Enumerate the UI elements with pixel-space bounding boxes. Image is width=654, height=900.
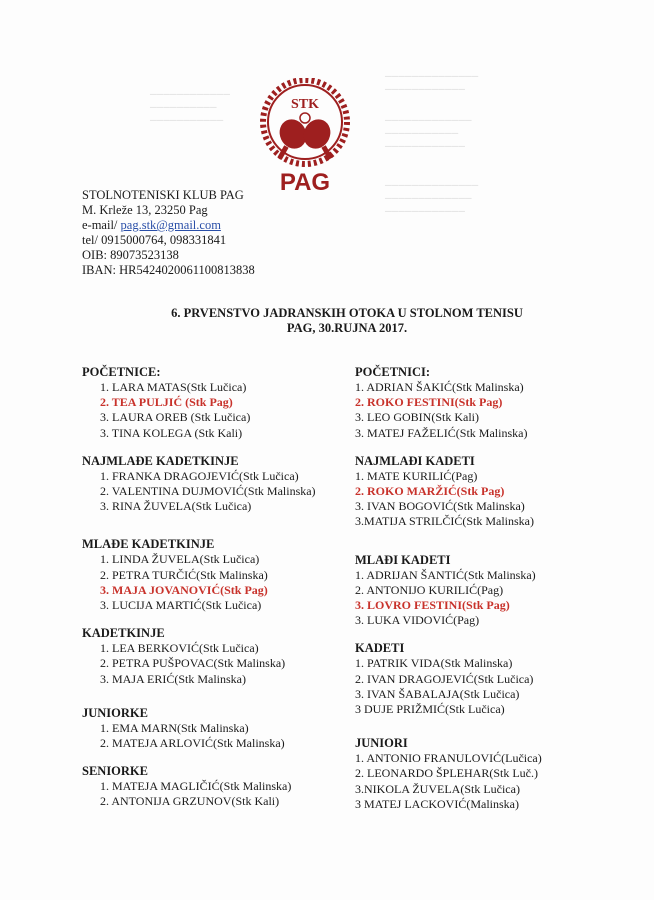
category-section xyxy=(355,364,625,441)
placement-entry: 3. LUKA VIDOVIĆ(Pag) xyxy=(355,613,480,628)
placement-entry: 3 MATEJ LACKOVIĆ(Malinska) xyxy=(355,796,519,811)
category-section xyxy=(355,640,625,717)
category-section xyxy=(82,625,352,687)
placement-entry: 2. PETRA PUŠPOVAC(Stk Malinska) xyxy=(100,656,286,671)
placement-entry: 3. LEO GOBIN(Stk Kali) xyxy=(355,410,479,425)
placement-entry: 3.MATIJA STRILČIĆ(Stk Malinska) xyxy=(355,514,535,529)
club-name: STOLNOTENISKI KLUB PAG xyxy=(82,188,244,202)
category-title: JUNIORI xyxy=(355,736,408,751)
event-heading xyxy=(0,306,654,336)
placement-entry: 1. MATEJA MAGLIČIĆ(Stk Malinska) xyxy=(100,779,292,794)
category-title: MLAĐE KADETKINJE xyxy=(82,537,215,552)
placement-list xyxy=(355,751,625,812)
placement-entry: 2. ROKO FESTINI(Stk Pag) xyxy=(355,395,503,410)
email-label: e-mail/ xyxy=(82,218,118,232)
placement-entry: 3. MAJA ERIĆ(Stk Malinska) xyxy=(100,671,247,686)
placement-entry: 3. LAURA OREB (Stk Lučica) xyxy=(100,410,251,425)
placement-list xyxy=(82,380,352,441)
placement-entry: 2. PETRA TURČIĆ(Stk Malinska) xyxy=(100,567,268,582)
placement-entry: 2. MATEJA ARLOVIĆ(Stk Malinska) xyxy=(100,736,285,751)
category-section xyxy=(82,364,352,441)
placement-entry: 1. MATE KURILIĆ(Pag) xyxy=(355,468,478,483)
placement-entry: 2. LEONARDO ŠPLEHAR(Stk Luč.) xyxy=(355,766,538,781)
logo-pag-text: PAG xyxy=(279,169,331,196)
category-title: MLAĐI KADETI xyxy=(355,552,451,567)
placement-list xyxy=(82,552,352,613)
category-section xyxy=(82,536,352,613)
results-column-girls xyxy=(82,364,352,810)
category-section xyxy=(82,705,352,751)
club-phone: tel/ 0915000764, 098331841 xyxy=(82,233,227,247)
club-iban: IBAN: HR5424020061100813838 xyxy=(82,263,255,277)
placement-list xyxy=(82,721,352,751)
category-section xyxy=(82,763,352,809)
placement-entry: 1. LEA BERKOVIĆ(Stk Lučica) xyxy=(100,641,259,656)
placement-entry: 1. ADRIJAN ŠANTIĆ(Stk Malinska) xyxy=(355,567,536,582)
placement-list xyxy=(355,380,625,441)
results-column-boys xyxy=(355,364,625,812)
club-address: M. Krleže 13, 23250 Pag xyxy=(82,203,208,217)
placement-list xyxy=(355,469,625,530)
category-title: POČETNICE: xyxy=(82,365,161,379)
category-section xyxy=(355,735,625,812)
email-link[interactable]: pag.stk@gmail.com xyxy=(120,218,221,232)
club-oib: OIB: 89073523138 xyxy=(82,248,179,262)
placement-entry: 3. LUCIJA MARTIĆ(Stk Lučica) xyxy=(100,598,262,613)
event-subtitle: PAG, 30.RUJNA 2017. xyxy=(286,321,408,335)
category-title: JUNIORKE xyxy=(82,705,148,720)
placement-entry: 2. TEA PULJIĆ (Stk Pag) xyxy=(100,395,233,410)
placement-list xyxy=(82,469,352,515)
logo-stk-text: STK xyxy=(290,97,320,112)
category-title: SENIORKE xyxy=(82,764,148,779)
placement-entry: 3. IVAN BOGOVIĆ(Stk Malinska) xyxy=(355,499,525,514)
category-title: KADETKINJE xyxy=(82,626,165,641)
placement-entry: 3 DUJE PRIŽMIĆ(Stk Lučica) xyxy=(355,702,505,717)
category-title: POČETNICI: xyxy=(355,365,431,379)
category-title: NAJMLAĐI KADETI xyxy=(355,453,475,468)
placement-entry: 1. ADRIAN ŠAKIĆ(Stk Malinska) xyxy=(355,380,524,394)
bleed-through-left: ──────────── ────────── ─────────── xyxy=(150,89,231,125)
category-section xyxy=(355,552,625,629)
placement-entry: 3. MAJA JOVANOVIĆ(Stk Pag) xyxy=(100,582,268,597)
placement-entry: 1. FRANKA DRAGOJEVIĆ(Stk Lučica) xyxy=(100,468,299,483)
placement-entry: 3. RINA ŽUVELA(Stk Lučica) xyxy=(100,499,252,514)
bleed-through-right: ────────────── ──────────── ───────────── ─────────── ──────────── ────────────── ───────────── ──────────── xyxy=(385,71,479,216)
placement-entry: 2. IVAN DRAGOJEVIĆ(Stk Lučica) xyxy=(355,671,534,686)
placement-entry: 1. PATRIK VIDA(Stk Malinska) xyxy=(355,656,513,671)
placement-list xyxy=(82,779,352,809)
category-section xyxy=(355,453,625,530)
placement-entry: 2. ANTONIJA GRZUNOV(Stk Kali) xyxy=(100,794,280,809)
placement-entry: 3. IVAN ŠABALAJA(Stk Lučica) xyxy=(355,686,520,701)
placement-entry: 2. ANTONIJO KURILIĆ(Pag) xyxy=(355,582,504,597)
category-section xyxy=(82,453,352,515)
placement-entry: 3. LOVRO FESTINI(Stk Pag) xyxy=(355,598,510,613)
placement-entry: 3. MATEJ FAŽELIĆ(Stk Malinska) xyxy=(355,425,528,440)
placement-list xyxy=(355,656,625,717)
placement-entry: 3.NIKOLA ŽUVELA(Stk Lučica) xyxy=(355,781,520,796)
category-title: KADETI xyxy=(355,641,405,656)
category-title: NAJMLAĐE KADETKINJE xyxy=(82,453,239,468)
event-title: 6. PRVENSTVO JADRANSKIH OTOKA U STOLNOM TENISU xyxy=(171,306,523,320)
placement-entry: 1. ANTONIO FRANULOVIĆ(Lučica) xyxy=(355,751,542,766)
placement-entry: 1. LINDA ŽUVELA(Stk Lučica) xyxy=(100,552,260,567)
placement-entry: 2. ROKO MARŽIĆ(Stk Pag) xyxy=(355,484,505,499)
club-info xyxy=(82,188,255,278)
club-email-line xyxy=(82,218,255,233)
placement-list xyxy=(82,641,352,687)
placement-list xyxy=(355,568,625,629)
placement-entry: 1. EMA MARN(Stk Malinska) xyxy=(100,720,249,735)
placement-entry: 3. TINA KOLEGA (Stk Kali) xyxy=(100,425,243,440)
placement-entry: 1. LARA MATAS(Stk Lučica) xyxy=(100,380,247,394)
club-logo xyxy=(255,78,355,198)
placement-entry: 2. VALENTINA DUJMOVIĆ(Stk Malinska) xyxy=(100,484,316,499)
